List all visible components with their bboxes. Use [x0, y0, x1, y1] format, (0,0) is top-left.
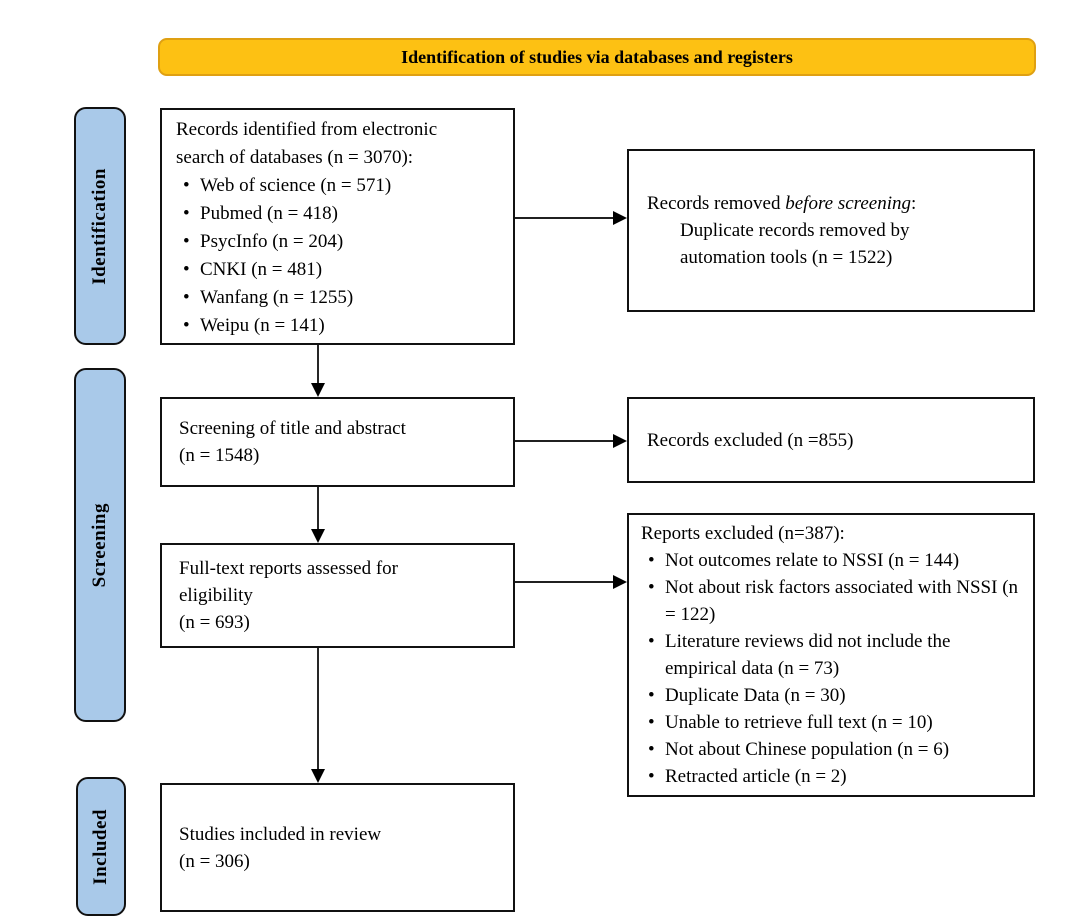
stage-included-label: Included [90, 808, 111, 885]
exclusion-reason-item: • Unable to retrieve full text (n = 10) [641, 709, 1023, 736]
database-list [176, 172, 499, 340]
arrow-fulltext-to-reports-excluded [515, 575, 627, 589]
screening-text [179, 415, 503, 469]
fulltext-text [179, 555, 503, 636]
arrowhead-down-icon [311, 769, 325, 783]
exclusion-reason-item: • Not outcomes relate to NSSI (n = 144) [641, 547, 1023, 574]
arrowhead-down-icon [311, 383, 325, 397]
records-removed-suffix: : [910, 193, 917, 214]
text-line: eligibility [179, 585, 253, 606]
text-line: search of databases (n = 3070): [176, 147, 414, 168]
text-line: (n = 306) [179, 850, 250, 872]
database-item: • Pubmed (n = 418) [176, 200, 499, 228]
arrowhead-right-icon [613, 211, 627, 225]
records-removed-prefix: Records removed [647, 193, 786, 214]
arrow-screening-to-records-excluded [515, 434, 627, 448]
records-removed-heading [647, 190, 1025, 217]
text-line: Duplicate records removed by [680, 220, 910, 241]
records-excluded-text: Records excluded (n =855) [647, 429, 854, 451]
exclusion-reason-item: • Not about Chinese population (n = 6) [641, 736, 1023, 763]
records-removed-detail [647, 217, 1025, 271]
box-reports-excluded [627, 513, 1035, 797]
box-records-excluded [627, 397, 1035, 483]
arrow-screening-to-fulltext [311, 487, 325, 543]
text-line: Screening of title and abstract [179, 418, 406, 439]
arrow-identified-to-screening [311, 345, 325, 397]
stage-identification-label: Identification [89, 167, 110, 285]
exclusion-reason-item: • Retracted article (n = 2) [641, 763, 1023, 790]
exclusion-reason-item: • Literature reviews did not include the empirical data (n = 73) [641, 628, 1023, 682]
exclusion-reason-list [641, 547, 1023, 790]
stage-identification [74, 107, 126, 345]
reports-excluded-intro: Reports excluded (n=387): [641, 523, 845, 544]
database-item: • Wanfang (n = 1255) [176, 284, 499, 312]
arrowhead-right-icon [613, 575, 627, 589]
arrow-identified-to-removed [515, 211, 627, 225]
text-line: Full-text reports assessed for [179, 558, 398, 579]
box-records-identified [160, 108, 515, 345]
text-line: (n = 1548) [179, 445, 260, 466]
stage-screening-label: Screening [89, 502, 110, 588]
text-line: Records identified from electronic [176, 119, 438, 140]
included-text [179, 821, 503, 875]
box-records-removed [627, 149, 1035, 312]
stage-included [76, 777, 126, 916]
text-line: Studies included in review [179, 823, 382, 845]
box-studies-included [160, 783, 515, 912]
records-removed-italic: before screening [785, 193, 911, 214]
database-item: • Web of science (n = 571) [176, 172, 499, 200]
records-identified-intro [176, 116, 499, 172]
banner [158, 38, 1036, 76]
banner-title: Identification of studies via databases and registers [401, 46, 793, 67]
exclusion-reason-item: • Not about risk factors associated with NSSI (n = 122) [641, 574, 1023, 628]
box-fulltext-assessed [160, 543, 515, 648]
arrowhead-right-icon [613, 434, 627, 448]
stage-screening [74, 368, 126, 722]
database-item: • Weipu (n = 141) [176, 312, 499, 340]
text-line: automation tools (n = 1522) [680, 247, 893, 268]
arrow-fulltext-to-included [311, 648, 325, 783]
exclusion-reason-item: • Duplicate Data (n = 30) [641, 682, 1023, 709]
box-screening-title-abstract [160, 397, 515, 487]
text-line: (n = 693) [179, 612, 250, 633]
database-item: • PsycInfo (n = 204) [176, 228, 499, 256]
arrowhead-down-icon [311, 529, 325, 543]
database-item: • CNKI (n = 481) [176, 256, 499, 284]
